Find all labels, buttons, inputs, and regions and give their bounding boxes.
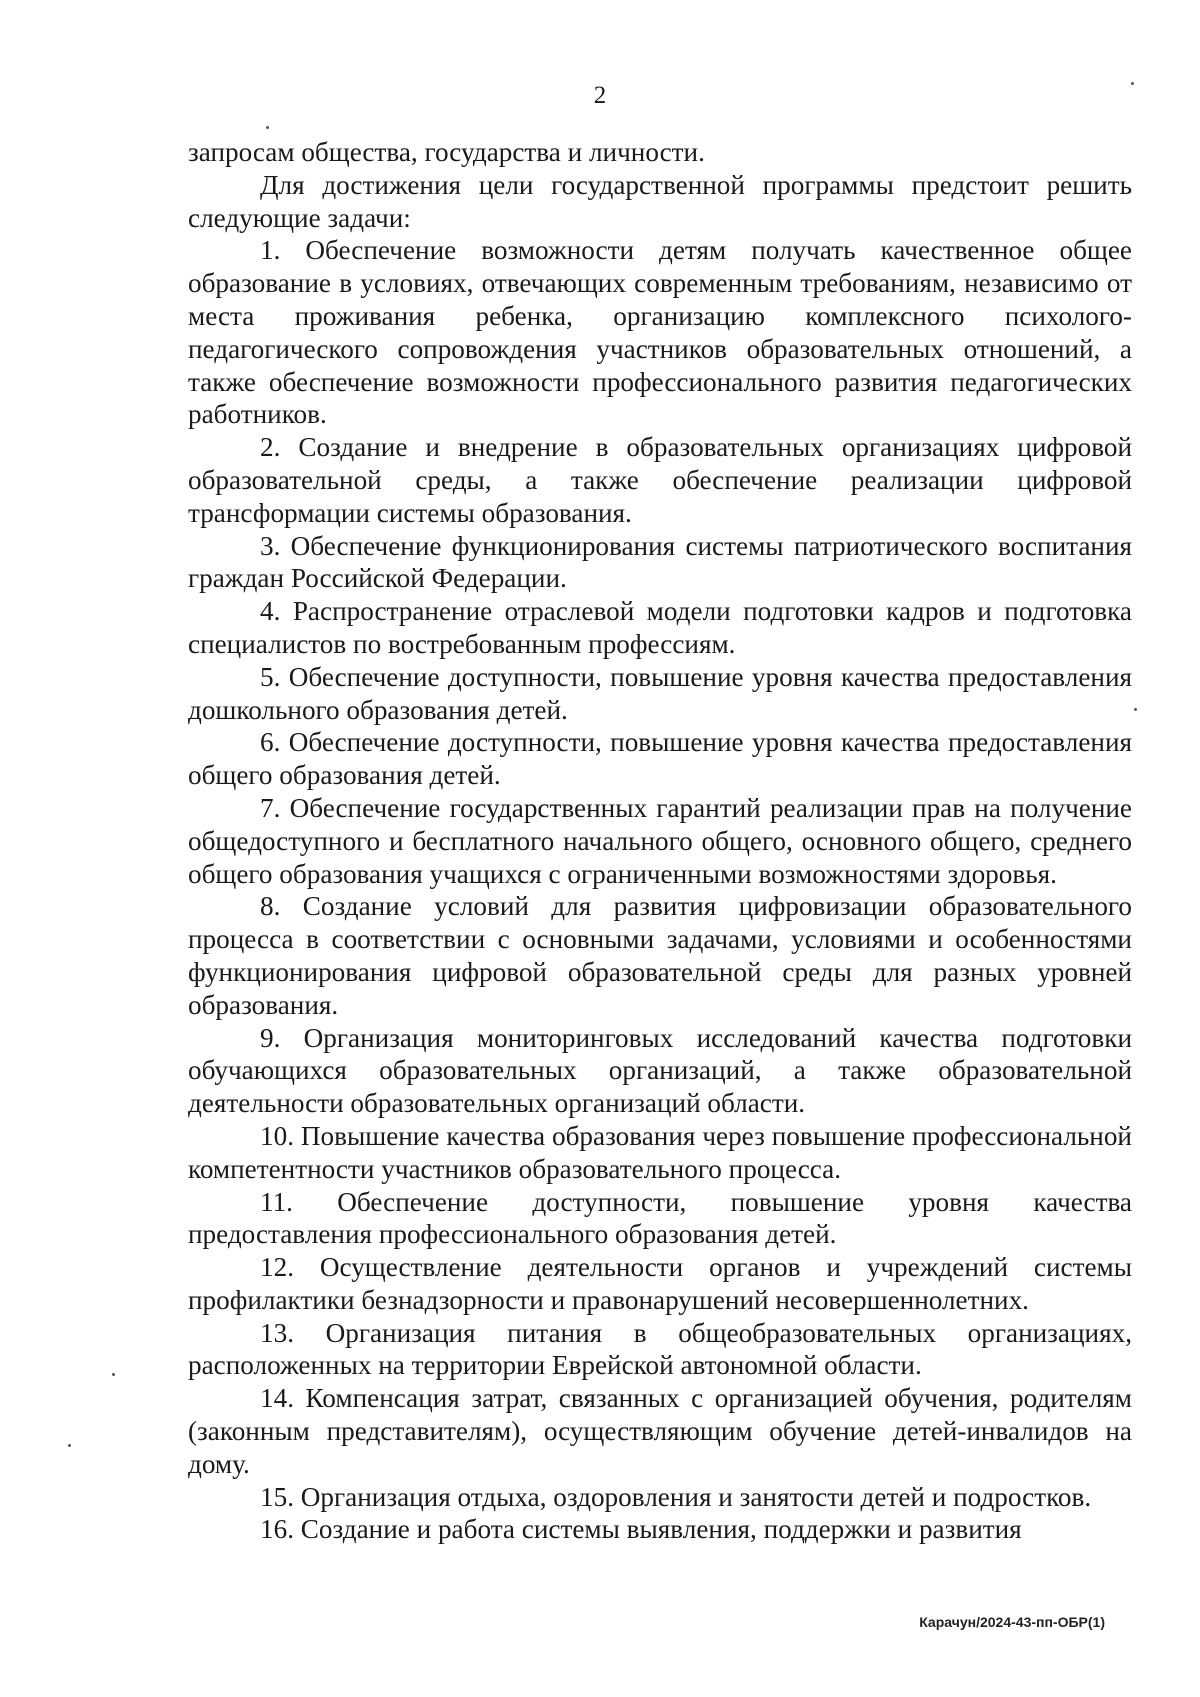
task-item-8: 8. Создание условий для развития цифровизации образовательного процесса в соответствии с основными задачами, условиями и особенностями функционирования цифровой образовательной среды для разных уровней образования. [188,891,1132,1020]
task-item-15: 15. Организация отдыха, оздоровления и занятости детей и подростков. [260,1481,1092,1512]
scan-speck [266,126,269,129]
scan-speck [1134,708,1137,711]
task-item-16: 16. Создание и работа системы выявления, поддержки и развития [260,1514,1022,1545]
task-item-12: 12. Осуществление деятельности органов и учреждений системы профилактики безнадзорности и правонарушений несовершеннолетних. [188,1252,1132,1315]
task-item-1: 1. Обеспечение возможности детям получать качественное общее образование в условиях, отвечающих современным требованиям, независимо от места проживания ребенка, организацию комплексного психолого-педагогического сопровождения участников образовательных отношений, а также обеспечение возможности профессионального развития педагогических работников. [188,235,1132,430]
paragraph-intro: Для достижения цели государственной программы предстоит решить следующие задачи: [188,169,1132,233]
task-item-14: 14. Компенсация затрат, связанных с организацией обучения, родителям (законным представителям), осуществляющим обучение детей-инвалидов на дому. [188,1383,1132,1479]
task-item-13: 13. Организация питания в общеобразовательных организациях, расположенных на территории Еврейской автономной области. [188,1317,1132,1381]
task-item-9: 9. Организация мониторинговых исследований качества подготовки обучающихся образовательных организаций, а также образовательной деятельности образовательных организаций области. [188,1022,1132,1119]
paragraph-continuation: запросам общества, государства и личности. [188,137,705,167]
task-item-6: 6. Обеспечение доступности, повышение уровня качества предоставления общего образования детей. [188,727,1132,791]
document-body [188,136,1132,1546]
document-footer-code: Карачун/2024-43-пп-ОБР(1) [919,1614,1105,1630]
task-item-2: 2. Создание и внедрение в образовательных организациях цифровой образовательной среды, а также обеспечение реализации цифровой трансформации системы образования. [188,432,1132,528]
task-item-5: 5. Обеспечение доступности, повышение уровня качества предоставления дошкольного образования детей. [188,661,1132,725]
task-item-11: 11. Обеспечение доступности, повышение уровня качества предоставления профессионального образования детей. [188,1186,1132,1250]
scan-speck [112,1373,115,1376]
task-item-10: 10. Повышение качества образования через повышение профессиональной компетентности участников образовательного процесса. [188,1120,1132,1184]
scan-speck [68,1444,71,1447]
task-item-3: 3. Обеспечение функционирования системы патриотического воспитания граждан Российской Федерации. [188,530,1132,594]
task-item-4: 4. Распространение отраслевой модели подготовки кадров и подготовка специалистов по востребованным профессиям. [188,596,1132,659]
page-number: 2 [593,82,607,109]
scan-speck [1131,82,1134,85]
task-item-7: 7. Обеспечение государственных гарантий реализации прав на получение общедоступного и бесплатного начального общего, основного общего, среднего общего образования учащихся с ограниченными возможностями здоровья. [188,792,1132,889]
